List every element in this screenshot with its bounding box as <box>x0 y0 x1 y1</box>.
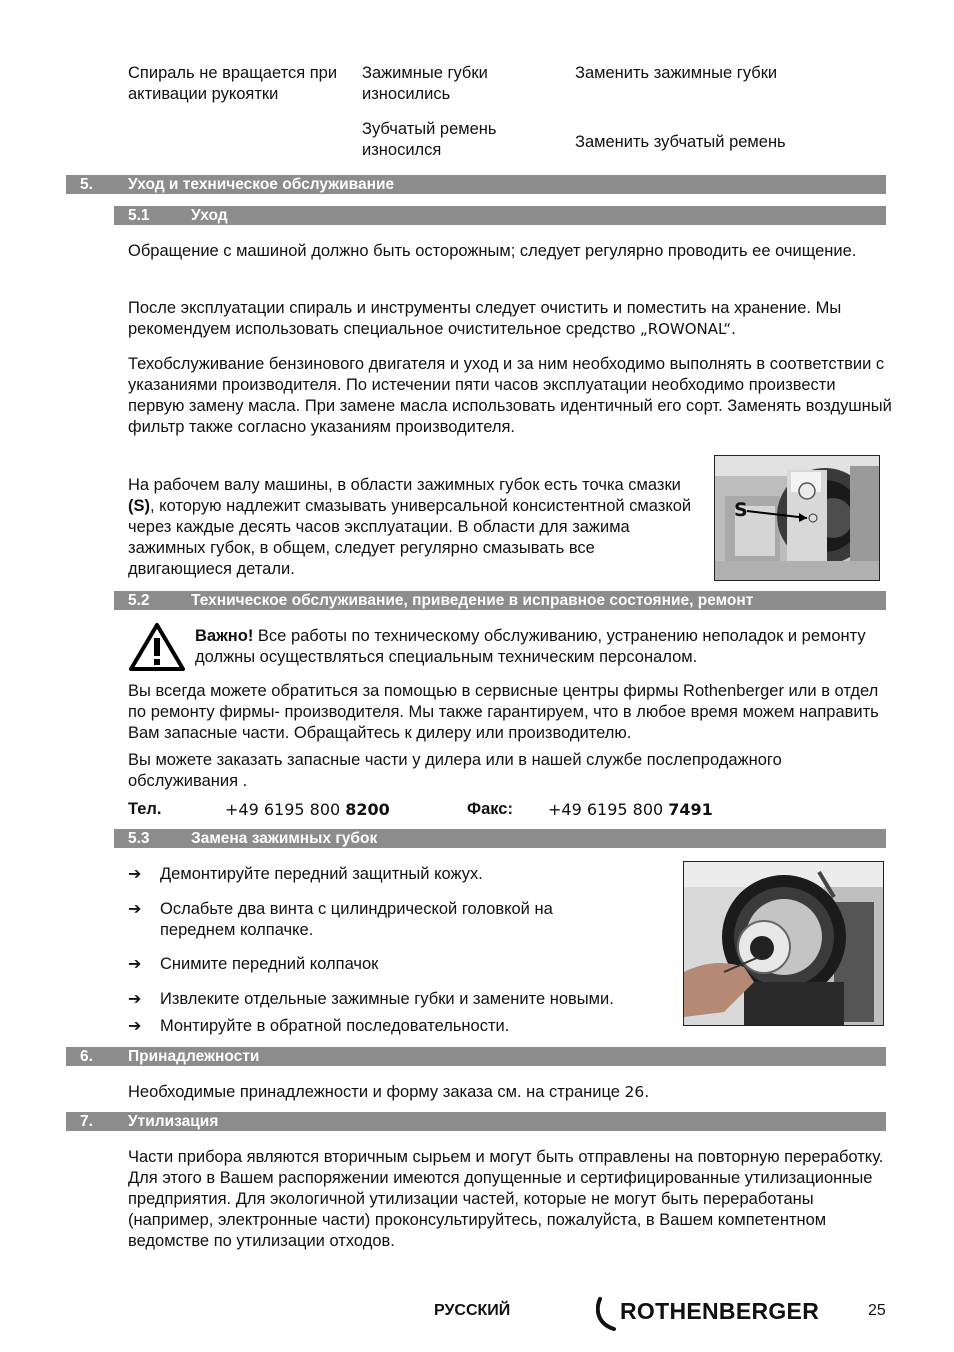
cause-cell: Зажимные губки износились <box>362 64 488 103</box>
disposal-text: Части прибора являются вторичным сырьем и могут быть отправлены на повторную переработку. Для этого в Вашем распоряжении имеются допущенные и сертифицированные утилизационные предприятия. Для экологичной утилизации частей, которые не могут быть переработаны (например, электронные части) проконсультируйтесь, пожалуйста, в Вашем компетентном ведомстве по утилизации отходов. <box>128 1148 884 1250</box>
section-title: Замена зажимных губок <box>191 830 378 847</box>
step-text: Снимите передний колпачок <box>160 955 379 973</box>
fax-prefix: +49 6195 800 <box>548 800 669 819</box>
service-paragraph-1: Вы всегда можете обратиться за помощью в сервисные центры фирмы Rothenberger или в отдел по ремонту фирмы- производителя. Мы также гарантируем, что в любое время можем направить Вам запасные части. Обращайтесь к дилеру или производителю. <box>128 682 879 742</box>
arrow-right-icon: ➔ <box>128 991 142 1008</box>
accessories-sentence: Необходимые принадлежности и форму заказа см. на странице <box>128 1083 625 1101</box>
arrow-right-icon: ➔ <box>128 956 142 973</box>
section-6-header <box>66 1047 886 1066</box>
service-paragraph-2: Вы можете заказать запасные части у дилера или в нашей службе послепродажного обслуживания . <box>128 751 782 790</box>
remedy-cell: Заменить зажимные губки <box>575 64 778 82</box>
warning-triangle-icon <box>128 622 186 672</box>
section-title: Утилизация <box>128 1113 219 1130</box>
section-number: 5. <box>80 176 93 193</box>
arrow-right-icon: ➔ <box>128 1018 142 1035</box>
section-number: 5.3 <box>128 830 150 847</box>
lube-point-label: (S) <box>128 497 150 515</box>
section-title: Уход и техническое обслуживание <box>128 176 395 193</box>
photo-callout-s: S <box>734 499 748 521</box>
section-title: Уход <box>191 207 228 224</box>
arrow-right-icon: ➔ <box>128 866 142 883</box>
rothenberger-swoosh-icon <box>596 1296 620 1332</box>
section-5-3-header <box>114 829 886 848</box>
accessories-text <box>128 1082 893 1103</box>
warning-label: Важно! <box>195 627 254 645</box>
section-5-1-header <box>114 206 886 225</box>
step-text: Ослабьте два винта с цилиндрической головкой на переднем колпачке. <box>160 900 553 939</box>
phone-number <box>225 799 390 820</box>
footer-brand-logo <box>596 1294 836 1334</box>
section-5-header <box>66 175 886 194</box>
arrow-right-icon: ➔ <box>128 901 142 918</box>
section-number: 5.2 <box>128 592 150 609</box>
care-text: На рабочем валу машины, в области зажимных губок есть точка смазки <box>128 476 681 494</box>
section-number: 6. <box>80 1048 93 1065</box>
jaw-replacement-photo <box>683 861 884 1026</box>
section-5-2-header <box>114 591 886 610</box>
lubrication-point-photo <box>714 455 880 581</box>
phone-prefix: +49 6195 800 <box>225 800 346 819</box>
step-text: Извлеките отдельные зажимные губки и замените новыми. <box>160 990 614 1008</box>
care-text: , которую надлежит смазывать универсальной консистентной смазкой через каждые десять часов эксплуатации. В области для зажима зажимных губок, в общем, следует регулярно смазывать все двигающиеся детали. <box>128 497 692 578</box>
jaw-replacement-illustration <box>684 862 883 1025</box>
warning-text: Все работы по техническому обслуживанию, устранению неполадок и ремонту должны осуществляться специальным техническим персоналом. <box>195 627 866 666</box>
care-paragraph-1: Обращение с машиной должно быть осторожным; следует регулярно проводить ее очищение. <box>128 242 857 260</box>
step-text: Демонтируйте передний защитный кожух. <box>160 865 483 883</box>
remedy-cell: Заменить зубчатый ремень <box>575 133 786 151</box>
cause-cell: Зубчатый ремень износился <box>362 120 497 159</box>
step-text: Монтируйте в обратной последовательности. <box>160 1017 510 1035</box>
page-number: 25 <box>868 1302 886 1319</box>
section-title: Принадлежности <box>128 1048 260 1065</box>
fax-number <box>548 799 713 820</box>
care-text: После эксплуатации спираль и инструменты следует очистить и поместить на хранение. Мы рекомендуем использовать специальное очистительное средство <box>128 299 842 338</box>
section-number: 5.1 <box>128 207 150 224</box>
footer-language: РУССКИЙ <box>434 1302 511 1319</box>
warning-note <box>195 626 885 668</box>
accessories-page-ref: 26. <box>624 1083 650 1101</box>
fax-label: Факс: <box>467 800 513 818</box>
phone-label: Тел. <box>128 800 162 818</box>
brand-name: ROTHENBERGER <box>620 1298 820 1324</box>
fault-cell: Спираль не вращается при активации рукоятки <box>128 64 338 103</box>
fax-extension: 7491 <box>668 800 713 819</box>
section-7-header <box>66 1112 886 1131</box>
product-name: „ROWONAL“. <box>639 320 736 338</box>
section-title: Техническое обслуживание, приведение в исправное состояние, ремонт <box>191 592 754 609</box>
phone-extension: 8200 <box>345 800 390 819</box>
section-number: 7. <box>80 1113 93 1130</box>
care-paragraph-4 <box>128 475 698 580</box>
care-paragraph-3: Техобслуживание бензинового двигателя и уход и за ним необходимо выполнять в соответствии с указаниями производителя. По истечении пяти часов эксплуатации необходимо произвести первую замену масла. При замене масла использовать идентичный его сорт. Заменять воздушный фильтр также согласно указаниям производителя. <box>128 355 892 436</box>
care-paragraph-2 <box>128 298 893 340</box>
